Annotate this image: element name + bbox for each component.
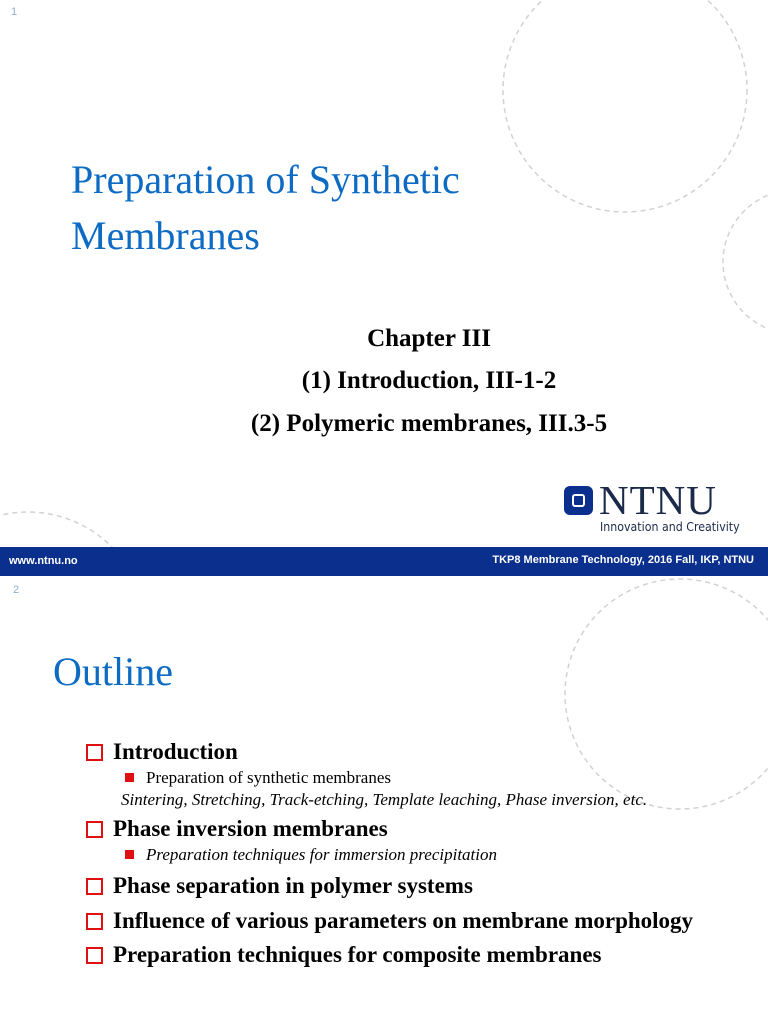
footer-url: www.ntnu.no bbox=[9, 555, 78, 567]
ntnu-logo bbox=[564, 477, 754, 542]
footer-course: TKP8 Membrane Technology, 2016 Fall, IKP, NTNU bbox=[492, 554, 754, 566]
outline-item bbox=[84, 738, 764, 765]
hollow-square-bullet-icon bbox=[86, 878, 103, 895]
logo-tagline: Innovation and Creativity bbox=[600, 520, 740, 534]
square-bullet-icon bbox=[125, 773, 134, 782]
hollow-square-bullet-icon bbox=[86, 744, 103, 761]
slide-title bbox=[71, 152, 460, 264]
hollow-square-bullet-icon bbox=[86, 947, 103, 964]
title-line-2: Membranes bbox=[71, 213, 260, 258]
outline-subitem bbox=[84, 767, 764, 789]
title-line-1: Preparation of Synthetic bbox=[71, 157, 460, 202]
outline-list bbox=[84, 738, 764, 968]
ntnu-logo-icon bbox=[564, 486, 593, 515]
outline-note: Sintering, Stretching, Track-etching, Template leaching, Phase inversion, etc. bbox=[121, 790, 648, 809]
logo-name: NTNU bbox=[599, 477, 717, 523]
outline-item bbox=[84, 872, 764, 899]
outline-item-label: Influence of various parameters on membrane morphology bbox=[113, 908, 694, 933]
hollow-square-bullet-icon bbox=[86, 913, 103, 930]
outline-item bbox=[84, 941, 764, 968]
outline-subitem-label: Preparation techniques for immersion precipitation bbox=[146, 845, 497, 864]
slide-2 bbox=[0, 576, 768, 1024]
hollow-square-bullet-icon bbox=[86, 821, 103, 838]
outline-item bbox=[84, 907, 764, 934]
footer-bar bbox=[0, 547, 768, 576]
chapter-label: Chapter III bbox=[367, 325, 491, 352]
subtitle-introduction: (1) Introduction, III-1-2 bbox=[301, 367, 557, 394]
outline-title: Outline bbox=[53, 649, 173, 694]
outline-item bbox=[84, 815, 764, 842]
square-bullet-icon bbox=[125, 850, 134, 859]
outline-subitem-label: Preparation of synthetic membranes bbox=[146, 768, 392, 787]
subtitle-polymeric: (2) Polymeric membranes, III.3-5 bbox=[250, 410, 608, 437]
outline-subitem bbox=[84, 844, 764, 866]
outline-item-label: Preparation techniques for composite membranes bbox=[113, 942, 602, 967]
outline-item-label: Phase inversion membranes bbox=[113, 816, 388, 841]
outline-item-label: Phase separation in polymer systems bbox=[113, 873, 473, 898]
slide-number: 1 bbox=[11, 6, 18, 18]
outline-item-label: Introduction bbox=[113, 739, 238, 764]
slide-number: 2 bbox=[13, 584, 20, 596]
